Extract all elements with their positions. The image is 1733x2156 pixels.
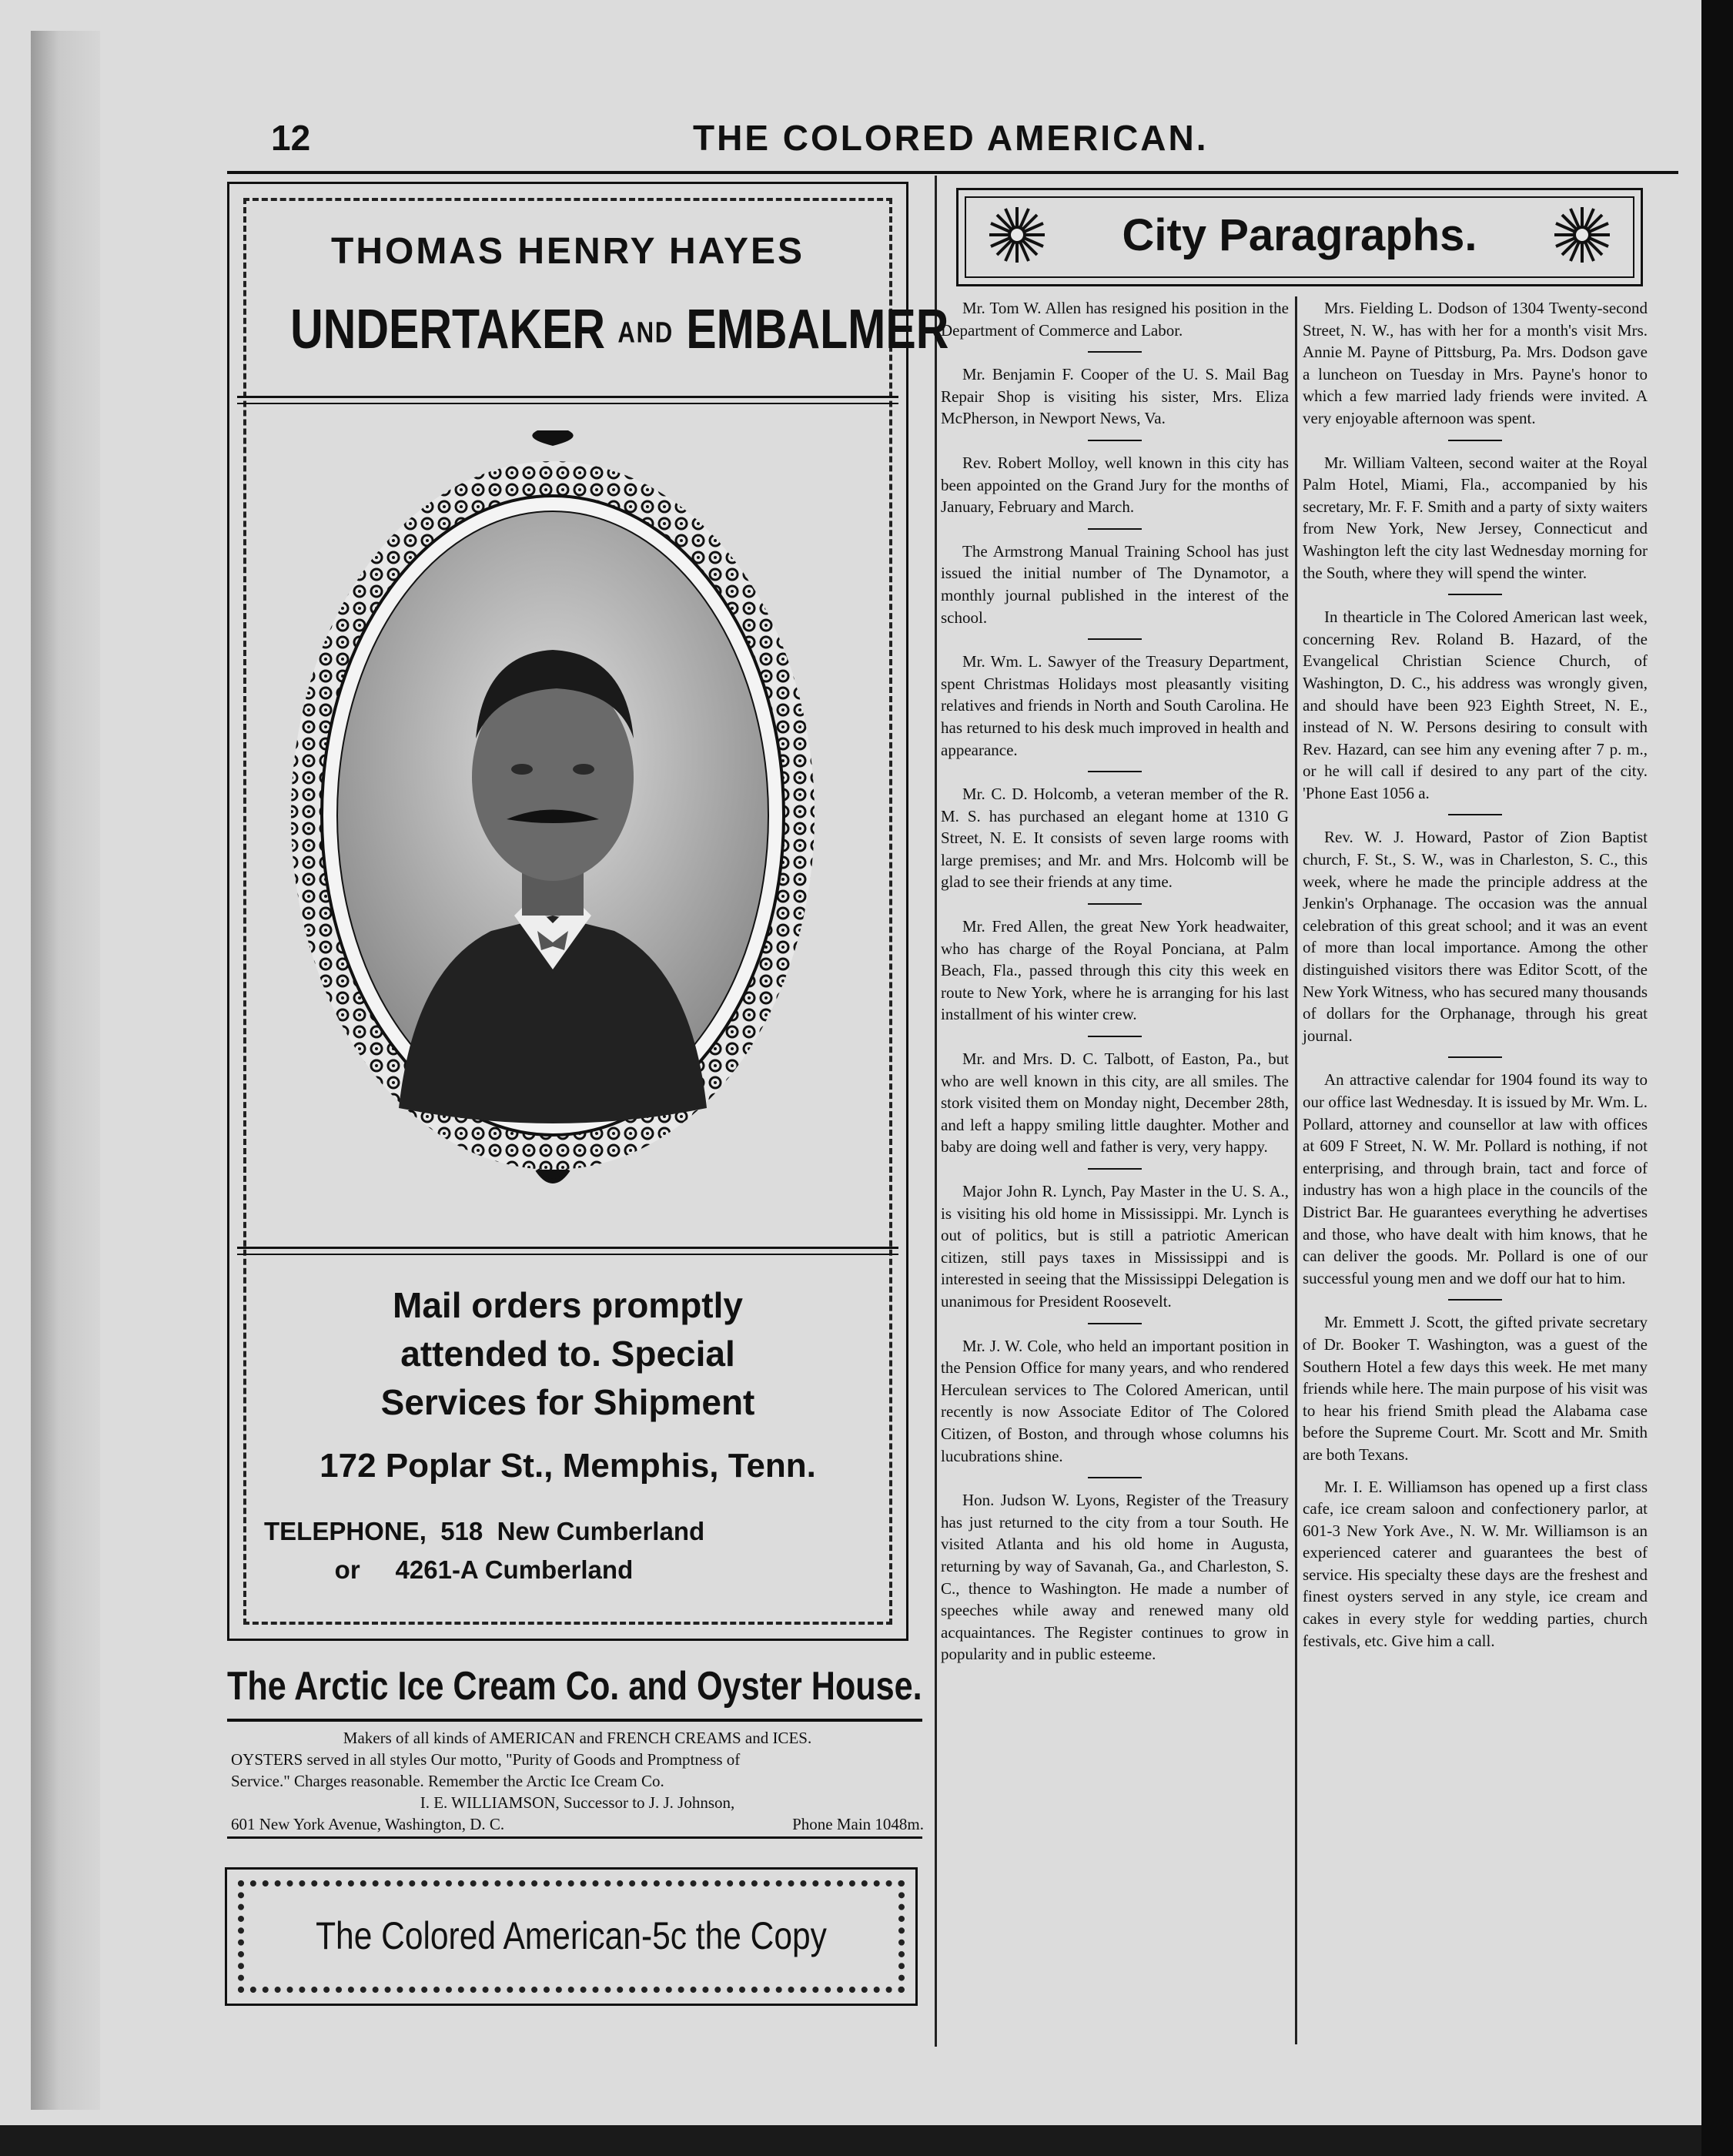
news-item: Hon. Judson W. Lyons, Register of the Treasury has just returned to the city from a tour South. He visited Atlanta and his old home in Augusta, returning by way of Savanah, Ga., and Charleston, S. C., thence to Washington. He made a number of speeches while away and renewed many old acquaintances. The Register continues to grow in popularity and in public esteeme. xyxy=(941,1491,1289,1664)
ad-line: Service." Charges reasonable. Remember the Arctic Ice Cream Co. xyxy=(231,1772,664,1790)
ad-phone: Phone Main 1048m. xyxy=(792,1815,924,1833)
news-item: Mr. Fred Allen, the great New York headwaiter, who has charge of the Royal Ponciana, at Palm Beach, Fla., passed through this city this week en route to New York, where he is arranging for his last installment of his winter crew. xyxy=(941,917,1289,1024)
ad-rule xyxy=(237,396,898,404)
news-item: Rev. Robert Molloy, well known in this city has been appointed on the Grand Jury for the months of January, February and March. xyxy=(941,453,1289,517)
ad-rule xyxy=(237,1247,898,1255)
header-rule xyxy=(227,171,1678,174)
news-item: Mr. Wm. L. Sawyer of the Treasury Department, spent Christmas Holidays most pleasantly visiting relatives and friends in North and South Carolina. He has returned to his desk much improved in health and appearance. xyxy=(941,652,1289,759)
news-column-2 xyxy=(1303,297,1648,1662)
item-separator xyxy=(1088,1323,1142,1324)
portrait-frame xyxy=(283,430,822,1200)
news-item: Mr. William Valteen, second waiter at the Royal Palm Hotel, Miami, Fla., accompanied by his secretary, Mr. F. F. Smith and a party of sixty waiters from New York, New Jersey, Connecticut and Washington left the city last Wednesday morning for the South, where they will spend the winter. xyxy=(1303,453,1648,582)
column-rule xyxy=(1295,296,1297,2044)
ad-rule xyxy=(227,1836,922,1839)
column-rule xyxy=(935,176,937,2047)
item-separator xyxy=(1088,771,1142,772)
news-item: Mr. Tom W. Allen has resigned his position in the Department of Commerce and Labor. xyxy=(941,299,1289,340)
news-item: Mr. C. D. Holcomb, a veteran member of the R. M. S. has purchased an elegant home at 1310 G Street, N. E. It consists of seven large rooms with large premises; and Mr. and Mrs. Holcomb will be glad to see their friends at any time. xyxy=(941,785,1289,892)
arctic-ad-title: The Arctic Ice Cream Co. and Oyster House. xyxy=(227,1664,922,1709)
ad-line: OYSTERS served in all styles Our motto, "Purity of Goods and Promptness of xyxy=(231,1750,741,1769)
mail-line: attended to. Special xyxy=(400,1334,735,1374)
section-title: City Paragraphs. xyxy=(1122,210,1477,260)
phone-line: TELEPHONE, 518 New Cumberland xyxy=(264,1517,705,1545)
news-column-1 xyxy=(941,297,1289,1676)
starburst-ornament-icon xyxy=(1551,204,1613,266)
news-item: In thearticle in The Colored American last week, concerning Rev. Roland B. Hazard, of the Evangelical Christian Science Church, of Washington, D. C., his address was wrongly given, and should have been 923 Eighth Street, N. E., instead of N. W. Persons desiring to consult with Rev. Hazard, can see him any evening after 7 p. m., or he will call if desired to any part of the city. 'Phone East 1056 a. xyxy=(1303,608,1648,802)
trade-left: UNDERTAKER xyxy=(290,299,606,360)
hayes-advertisement xyxy=(227,182,949,1641)
item-separator xyxy=(1448,814,1502,815)
trade-right: EMBALMER xyxy=(686,299,949,360)
item-separator xyxy=(1088,903,1142,905)
item-separator xyxy=(1448,1056,1502,1058)
ad-footer xyxy=(231,1813,924,1835)
item-separator xyxy=(1448,440,1502,441)
news-item: The Armstrong Manual Training School has just issued the initial number of The Dynamotor, a monthly journal published in the interest of the school. xyxy=(941,541,1289,627)
masthead: THE COLORED AMERICAN. xyxy=(693,118,1209,158)
advertiser-address: 172 Poplar St., Memphis, Tenn. xyxy=(320,1447,816,1485)
item-separator xyxy=(1088,440,1142,441)
ad-line: I. E. WILLIAMSON, Successor to J. J. Johnson, xyxy=(420,1793,735,1812)
news-item: Mr. Benjamin F. Cooper of the U. S. Mail Bag Repair Shop is visiting his sister, Mrs. Eliza McPherson, in Newport News, Va. xyxy=(941,365,1289,428)
item-separator xyxy=(1088,1036,1142,1037)
item-separator xyxy=(1088,638,1142,640)
telephone-block xyxy=(264,1512,704,1589)
ad-address: 601 New York Avenue, Washington, D. C. xyxy=(231,1815,505,1833)
item-separator xyxy=(1088,1168,1142,1170)
news-item: Mr. and Mrs. D. C. Talbott, of Easton, Pa., but who are well known in this city, are all smiles. The stork visited them on Monday night, December 28th, and left a happy smiling little daughter. Mother and baby are doing well and father is very, very happy. xyxy=(941,1050,1289,1157)
scan-bottom-edge xyxy=(0,2125,1701,2156)
page-number: 12 xyxy=(271,118,311,158)
trade-and: AND xyxy=(617,316,674,350)
news-item: Rev. W. J. Howard, Pastor of Zion Baptist church, F. St., S. W., was in Charleston, S. C., this week, where he made the principle address at the Jenkin's Orphanage. The occasion was the annual celebration of this great school; and it was an event of more than local importance. Among the other distinguished visitors there was Editor Scott, of the New York Witness, who has secured many thousands of dollars for the Orphanage, through his great journal. xyxy=(1303,828,1648,1045)
price-text: The Colored American-5c the Copy xyxy=(316,1914,827,1957)
mail-line: Mail orders promptly xyxy=(393,1285,743,1325)
advertiser-trade xyxy=(290,298,949,361)
news-item: An attractive calendar for 1904 found its way to our office last Wednesday. It is issued by Mr. Wm. L. Pollard, attorney and counsellor at law with offices at 609 F Street, N. W. Mr. Pollard is nothing, if not enterprising, and through brain, tact and force of industry has won a high place in the councils of the District Bar. He guarantees everything he advertises and those, who have dealt with him knows, that he can deliver the goods. Mr. Pollard is one of our successful young men and we doff our hat to him. xyxy=(1303,1070,1648,1287)
news-item: Mr. I. E. Williamson has opened up a first class cafe, ice cream saloon and confectionery parlor, at 601-3 New York Ave., N. W. Mr. Williamson is an experienced caterer and guarantees the best of service. His specialty these days are the freshest and finest oysters served in any style, ice cream and cakes in every style for wedding parties, church festivals, etc. Give him a call. xyxy=(1303,1477,1648,1650)
section-header xyxy=(956,188,1643,286)
news-item: Mr. J. W. Cole, who held an important position in the Pension Office for many years, and who rendered Herculean services to The Colored American, until recently is now Associate Editor of The Colored Citizen, of Boston, and through whose columns his lucubrations shine. xyxy=(941,1336,1289,1465)
ad-rule xyxy=(227,1719,922,1722)
news-item: Major John R. Lynch, Pay Master in the U. S. A., is visiting his old home in Mississippi. Mr. Lynch is out of politics, but is still a patriotic American citizen, still pays taxes in Mississippi and is interested in seeing that the Mississippi Delegation is unanimous for President Roosevelt. xyxy=(941,1182,1289,1311)
price-advertisement xyxy=(225,1867,918,2006)
item-separator xyxy=(1448,1299,1502,1301)
mail-orders-text xyxy=(229,1281,906,1427)
item-separator xyxy=(1088,528,1142,530)
news-item: Mrs. Fielding L. Dodson of 1304 Twenty-second Street, N. W., has with her for a month's visit Mrs. Annie M. Payne of Pittsburg, Pa. Mrs. Dodson gave a luncheon on Tuesday in Mrs. Payne's honor to which a few married lady friends were invited. A very enjoyable afternoon was spent. xyxy=(1303,299,1648,427)
mail-line: Services for Shipment xyxy=(380,1382,755,1422)
phone-line: or 4261-A Cumberland xyxy=(264,1555,634,1584)
ad-line: Makers of all kinds of AMERICAN and FRENCH CREAMS and ICES. xyxy=(343,1729,812,1747)
binding-shadow xyxy=(31,31,100,2110)
scan-edge xyxy=(1701,0,1733,2156)
arctic-ad-body xyxy=(231,1727,924,1835)
item-separator xyxy=(1448,594,1502,595)
item-separator xyxy=(1088,1477,1142,1478)
item-separator xyxy=(1088,351,1142,353)
news-item: Mr. Emmett J. Scott, the gifted private secretary of Dr. Booker T. Washington, was a guest of the Southern Hotel a few days this week. He met many friends while here. The main purpose of his visit was to hear his friend Smith plead the Alabama case before the Supreme Court. Mr. Scott and Mr. Smith are both Texans. xyxy=(1303,1313,1648,1464)
advertiser-name: THOMAS HENRY HAYES xyxy=(331,231,805,272)
